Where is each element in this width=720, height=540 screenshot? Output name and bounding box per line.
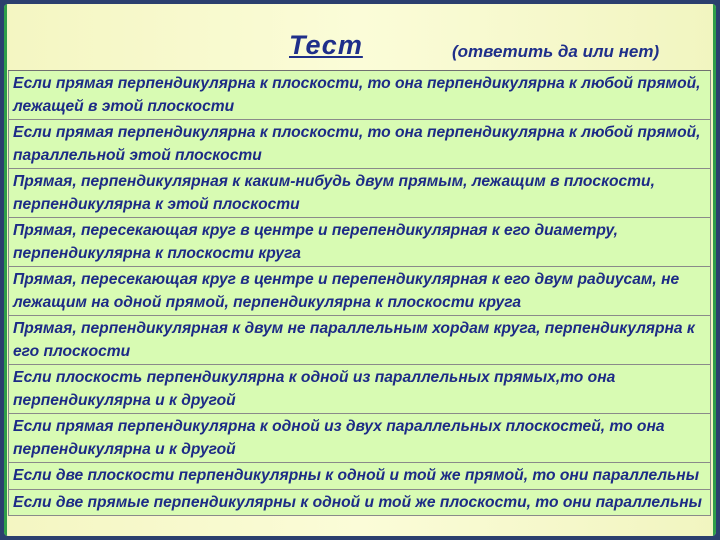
table-row	[8, 316, 711, 365]
statement-text: Прямая, перпендикулярная к двум не параллельным хордам круга, перпендикулярна к его плоскости	[13, 320, 695, 360]
statement-text: Если две плоскости перпендикулярны к одной и той же прямой, то они параллельны	[13, 467, 700, 484]
table-row	[8, 414, 711, 463]
statement-text: Если плоскость перпендикулярна к одной из параллельных прямых,то она перпендикулярна и к другой	[13, 369, 616, 409]
right-accent-bar	[713, 4, 716, 536]
slide-header	[4, 4, 716, 70]
statement-text: Если прямая перпендикулярна к одной из двух параллельных плоскостей, то она перпендикулярна и к другой	[13, 418, 665, 458]
statement-text: Если прямая перпендикулярна к плоскости, то она перпендикулярна к любой прямой, параллельной этой плоскости	[13, 124, 701, 164]
left-accent-bar	[4, 4, 7, 536]
statements-table	[8, 70, 711, 516]
statement-text: Если прямая перпендикулярна к плоскости, то она перпендикулярна к любой прямой, лежащей в этой плоскости	[13, 75, 701, 115]
statement-text: Прямая, пересекающая круг в центре и перепендикулярная к его диаметру, перпендикулярна к плоскости круга	[13, 222, 618, 262]
table-row	[8, 71, 711, 120]
table-row	[8, 218, 711, 267]
statement-text: Прямая, пересекающая круг в центре и перепендикулярная к его двум радиусам, не лежащим на одной прямой, перпендикулярна к плоскости круга	[13, 271, 680, 311]
table-row	[8, 463, 711, 490]
table-row	[8, 120, 711, 169]
page-subtitle: (ответить да или нет)	[452, 42, 660, 61]
slide	[4, 4, 716, 536]
statement-text: Если две прямые перпендикулярны к одной и той же плоскости, то они параллельны	[13, 493, 702, 511]
table-row	[8, 169, 711, 218]
statement-text: Прямая, перпендикулярная к каким-нибудь двум прямым, лежащим в плоскости, перпендикулярна к этой плоскости	[13, 173, 655, 213]
table-row	[8, 365, 711, 414]
page-title: Тест	[289, 30, 363, 60]
table-row	[8, 267, 711, 316]
table-row	[8, 490, 711, 517]
